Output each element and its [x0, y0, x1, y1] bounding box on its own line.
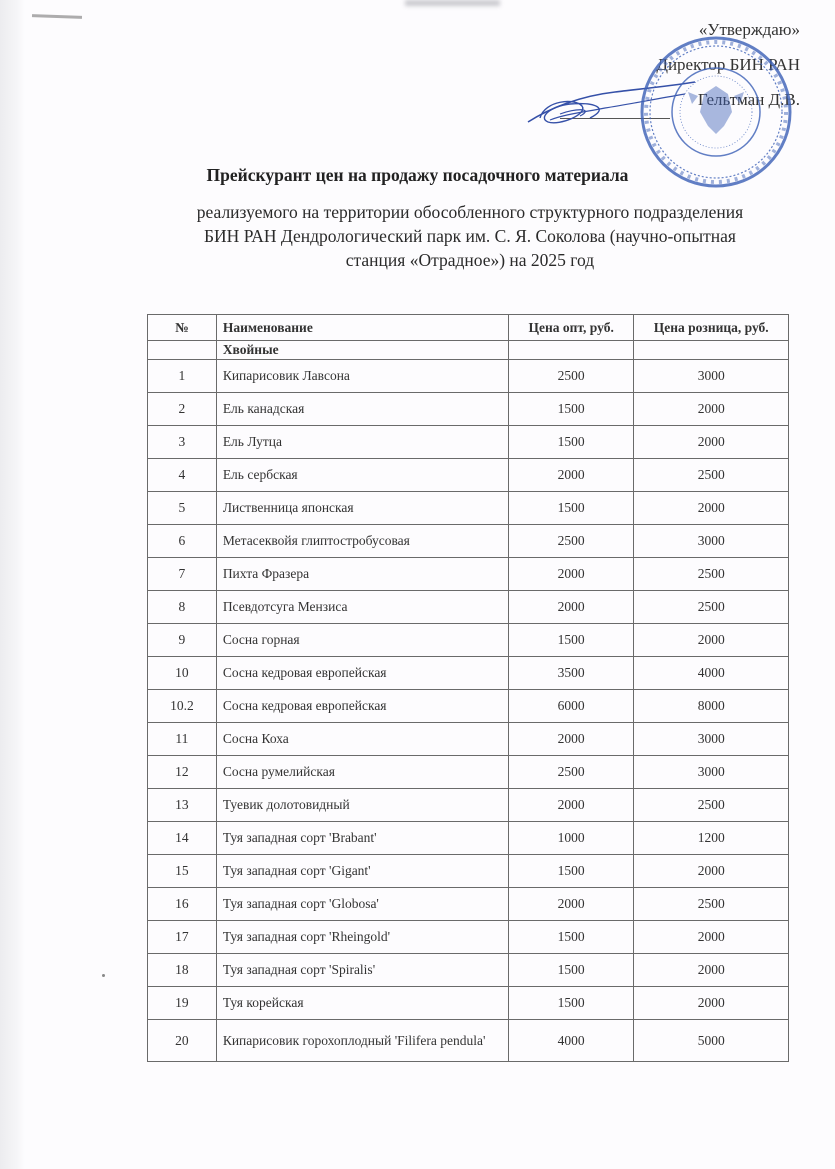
- row-number: 12: [148, 756, 217, 789]
- scan-top-artifact: [405, 0, 500, 6]
- table-row: [148, 525, 789, 558]
- row-wholesale-price: 3500: [508, 657, 634, 690]
- row-wholesale-price: 1500: [508, 987, 634, 1020]
- row-wholesale-price: 6000: [508, 690, 634, 723]
- row-wholesale-price: 1500: [508, 855, 634, 888]
- table-row: [148, 426, 789, 459]
- table-row: [148, 1020, 789, 1062]
- row-wholesale-price: 2500: [508, 525, 634, 558]
- table-row: [148, 987, 789, 1020]
- row-number: 10.2: [148, 690, 217, 723]
- approval-signatory: Гельтман Д.В.: [697, 90, 800, 109]
- row-number: 18: [148, 954, 217, 987]
- row-name: Кипарисовик Лавсона: [216, 360, 508, 393]
- row-retail-price: 2500: [634, 459, 789, 492]
- row-retail-price: 8000: [634, 690, 789, 723]
- row-number: 7: [148, 558, 217, 591]
- row-number: 10: [148, 657, 217, 690]
- table-row: [148, 954, 789, 987]
- row-retail-price: 1200: [634, 822, 789, 855]
- subtitle-line-2: БИН РАН Дендрологический парк им. С. Я. Соколова (научно-опытная: [204, 226, 736, 246]
- table-row: [148, 492, 789, 525]
- row-number: 2: [148, 393, 217, 426]
- row-wholesale-price: 1500: [508, 393, 634, 426]
- row-wholesale-price: 1500: [508, 624, 634, 657]
- approval-heading: «Утверждаю»: [698, 20, 800, 39]
- subtitle-line-1: реализуемого на территории обособленного структурного подразделения: [196, 202, 744, 222]
- subtitle-line-3: станция «Отрадное») на 2025 год: [345, 250, 595, 270]
- row-retail-price: 2500: [634, 789, 789, 822]
- document-title: Прейскурант цен на продажу посадочного материала: [206, 165, 629, 185]
- row-name: Туя корейская: [216, 987, 508, 1020]
- header-retail: Цена розница, руб.: [634, 315, 789, 341]
- row-number: 15: [148, 855, 217, 888]
- row-retail-price: 2000: [634, 492, 789, 525]
- table-row: [148, 360, 789, 393]
- row-name: Сосна кедровая европейская: [216, 657, 508, 690]
- row-retail-price: 2000: [634, 921, 789, 954]
- row-wholesale-price: 2000: [508, 888, 634, 921]
- row-name: Сосна кедровая европейская: [216, 690, 508, 723]
- row-retail-price: 3000: [634, 756, 789, 789]
- header-name: Наименование: [216, 315, 508, 341]
- row-name: Ель сербская: [216, 459, 508, 492]
- row-retail-price: 2500: [634, 888, 789, 921]
- row-number: 11: [148, 723, 217, 756]
- row-retail-price: 2000: [634, 624, 789, 657]
- row-number: 20: [148, 1020, 217, 1062]
- row-number: 13: [148, 789, 217, 822]
- group-label: Хвойные: [216, 341, 508, 360]
- row-wholesale-price: 2000: [508, 459, 634, 492]
- row-name: Ель канадская: [216, 393, 508, 426]
- table-header-row: [148, 315, 789, 341]
- group-row: [148, 341, 789, 360]
- row-number: 8: [148, 591, 217, 624]
- row-retail-price: 2000: [634, 987, 789, 1020]
- document-subtitle: [140, 200, 800, 272]
- table-row: [148, 393, 789, 426]
- table-row: [148, 888, 789, 921]
- row-name: Пихта Фразера: [216, 558, 508, 591]
- table-row: [148, 657, 789, 690]
- row-name: Туя западная сорт 'Gigant': [216, 855, 508, 888]
- row-name: Лиственница японская: [216, 492, 508, 525]
- row-retail-price: 4000: [634, 657, 789, 690]
- table-row: [148, 690, 789, 723]
- row-retail-price: 2500: [634, 591, 789, 624]
- official-round-stamp-icon: [638, 34, 794, 190]
- row-wholesale-price: 1500: [508, 426, 634, 459]
- row-number: 1: [148, 360, 217, 393]
- row-wholesale-price: 2500: [508, 360, 634, 393]
- row-retail-price: 2000: [634, 426, 789, 459]
- row-wholesale-price: 1500: [508, 954, 634, 987]
- row-wholesale-price: 2000: [508, 591, 634, 624]
- table-row: [148, 591, 789, 624]
- row-wholesale-price: 2500: [508, 756, 634, 789]
- row-number: 17: [148, 921, 217, 954]
- row-number: 14: [148, 822, 217, 855]
- row-name: Кипарисовик горохоплодный 'Filifera pendula': [216, 1020, 508, 1062]
- row-name: Туя западная сорт 'Globosa': [216, 888, 508, 921]
- row-wholesale-price: 1500: [508, 921, 634, 954]
- scan-speck: [102, 974, 105, 977]
- row-wholesale-price: 1500: [508, 492, 634, 525]
- row-name: Метасеквойя глиптостробусовая: [216, 525, 508, 558]
- table-row: [148, 855, 789, 888]
- row-retail-price: 3000: [634, 723, 789, 756]
- row-retail-price: 2500: [634, 558, 789, 591]
- table-row: [148, 789, 789, 822]
- row-number: 3: [148, 426, 217, 459]
- row-wholesale-price: 2000: [508, 789, 634, 822]
- row-name: Псевдотсуга Мензиса: [216, 591, 508, 624]
- table-row: [148, 921, 789, 954]
- row-number: 16: [148, 888, 217, 921]
- row-retail-price: 3000: [634, 360, 789, 393]
- row-name: Туя западная сорт 'Spiralis': [216, 954, 508, 987]
- row-name: Туя западная сорт 'Rheingold': [216, 921, 508, 954]
- row-retail-price: 2000: [634, 393, 789, 426]
- row-number: 6: [148, 525, 217, 558]
- row-wholesale-price: 4000: [508, 1020, 634, 1062]
- row-name: Туевик долотовидный: [216, 789, 508, 822]
- row-wholesale-price: 1000: [508, 822, 634, 855]
- table-row: [148, 756, 789, 789]
- price-table: [147, 314, 789, 1062]
- table-row: [148, 822, 789, 855]
- scan-corner-mark: [32, 14, 82, 19]
- table-row: [148, 624, 789, 657]
- row-retail-price: 2000: [634, 855, 789, 888]
- row-name: Сосна Коха: [216, 723, 508, 756]
- approval-position: Директор БИН РАН: [656, 55, 800, 74]
- row-wholesale-price: 2000: [508, 558, 634, 591]
- row-number: 5: [148, 492, 217, 525]
- row-retail-price: 5000: [634, 1020, 789, 1062]
- row-retail-price: 3000: [634, 525, 789, 558]
- row-retail-price: 2000: [634, 954, 789, 987]
- table-row: [148, 459, 789, 492]
- table-row: [148, 723, 789, 756]
- row-name: Ель Лутца: [216, 426, 508, 459]
- row-name: Туя западная сорт 'Brabant': [216, 822, 508, 855]
- header-wholesale: Цена опт, руб.: [508, 315, 634, 341]
- row-name: Сосна румелийская: [216, 756, 508, 789]
- row-number: 9: [148, 624, 217, 657]
- row-wholesale-price: 2000: [508, 723, 634, 756]
- row-name: Сосна горная: [216, 624, 508, 657]
- row-number: 19: [148, 987, 217, 1020]
- table-row: [148, 558, 789, 591]
- header-num: №: [148, 315, 217, 341]
- row-number: 4: [148, 459, 217, 492]
